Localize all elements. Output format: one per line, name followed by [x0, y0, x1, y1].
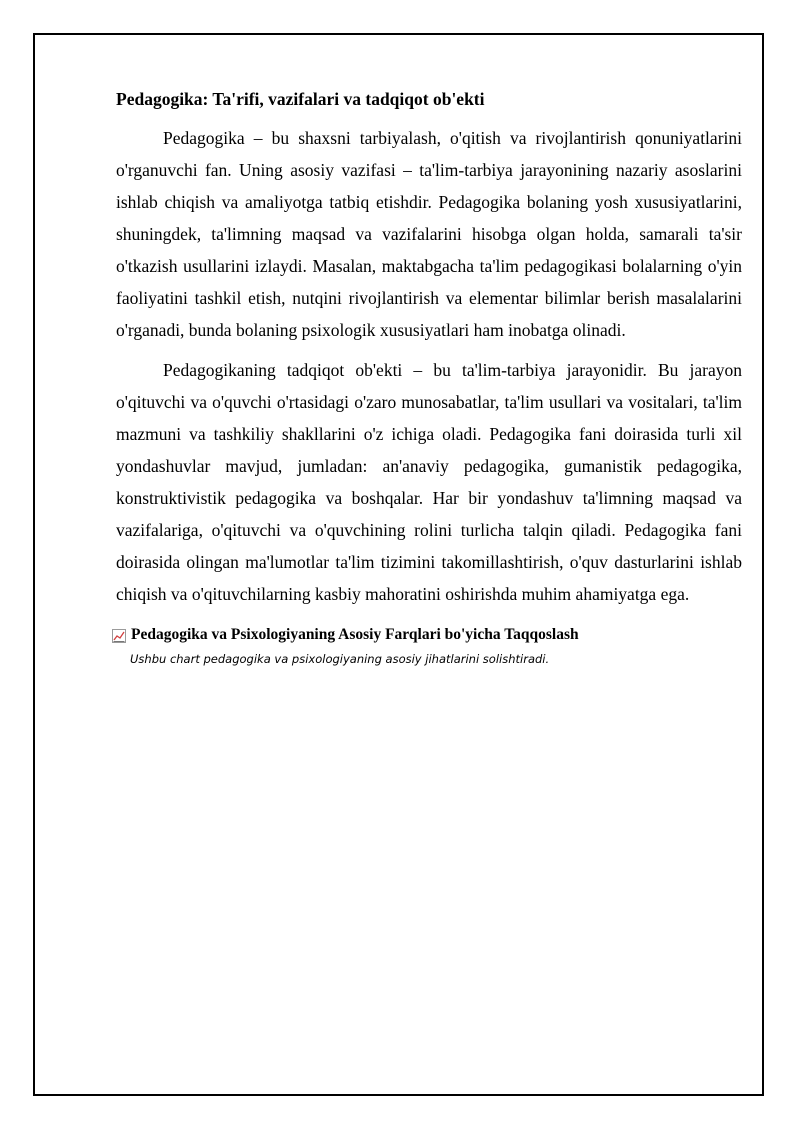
- chart-increasing-icon: [112, 628, 126, 642]
- document-body: [116, 84, 742, 669]
- chart-caption: [112, 624, 742, 669]
- paragraph-research-object: Pedagogikaning tadqiqot ob'ekti – bu ta'lim-tarbiya jarayonidir. Bu jarayon o'qituvchi va o'quvchi o'rtasidagi o'zaro munosabatlar, ta'lim usullari va vositalari, ta'lim mazmuni va tashkiliy shakllarini o'z ichiga oladi. Pedagogika fani doirasida turli xil yondashuvlar mavjud, jumladan: an'anaviy pedagogika, gumanistik pedagogika, konstruktivistik pedagogika va boshqalar. Har bir yondashuv ta'limning maqsad va vazifalariga, o'qituvchi va o'quvchining rolini turlicha talqin qiladi. Pedagogika fani doirasida olingan ma'lumotlar ta'lim tizimini takomillashtirish, o'quv dasturlarini ishlab chiqish va o'qituvchilarning kasbiy mahoratini oshirishda muhim ahamiyatga ega.: [116, 360, 742, 604]
- chart-subtitle: Ushbu chart pedagogika va psixologiyaning asosiy jihatlarini solishtiradi.: [130, 652, 550, 666]
- chart-title-row: [112, 624, 742, 646]
- chart-title: Pedagogika va Psixologiyaning Asosiy Farqlari bo'yicha Taqqoslash: [131, 626, 579, 643]
- paragraph-definition: Pedagogika – bu shaxsni tarbiyalash, o'qitish va rivojlantirish qonuniyatlarini o'rganuvchi fan. Uning asosiy vazifasi – ta'lim-tarbiya jarayonining nazariy asoslarini ishlab chiqish va amaliyotga tatbiq etishdir. Pedagogika bolaning yosh xususiyatlarini, shuningdek, ta'limning maqsad va vazifalarini hisobga olgan holda, samarali ta'sir o'tkazish usullarini izlaydi. Masalan, maktabgacha ta'lim pedagogikasi bolalarning o'yin faoliyatini tashkil etish, nutqini rivojlantirish va elementar bilimlar berish masalalarini o'rganadi, bunda bolaning psixologik xususiyatlari ham inobatga olinadi.: [116, 128, 742, 340]
- document-title: Pedagogika: Ta'rifi, vazifalari va tadqiqot ob'ekti: [116, 89, 485, 109]
